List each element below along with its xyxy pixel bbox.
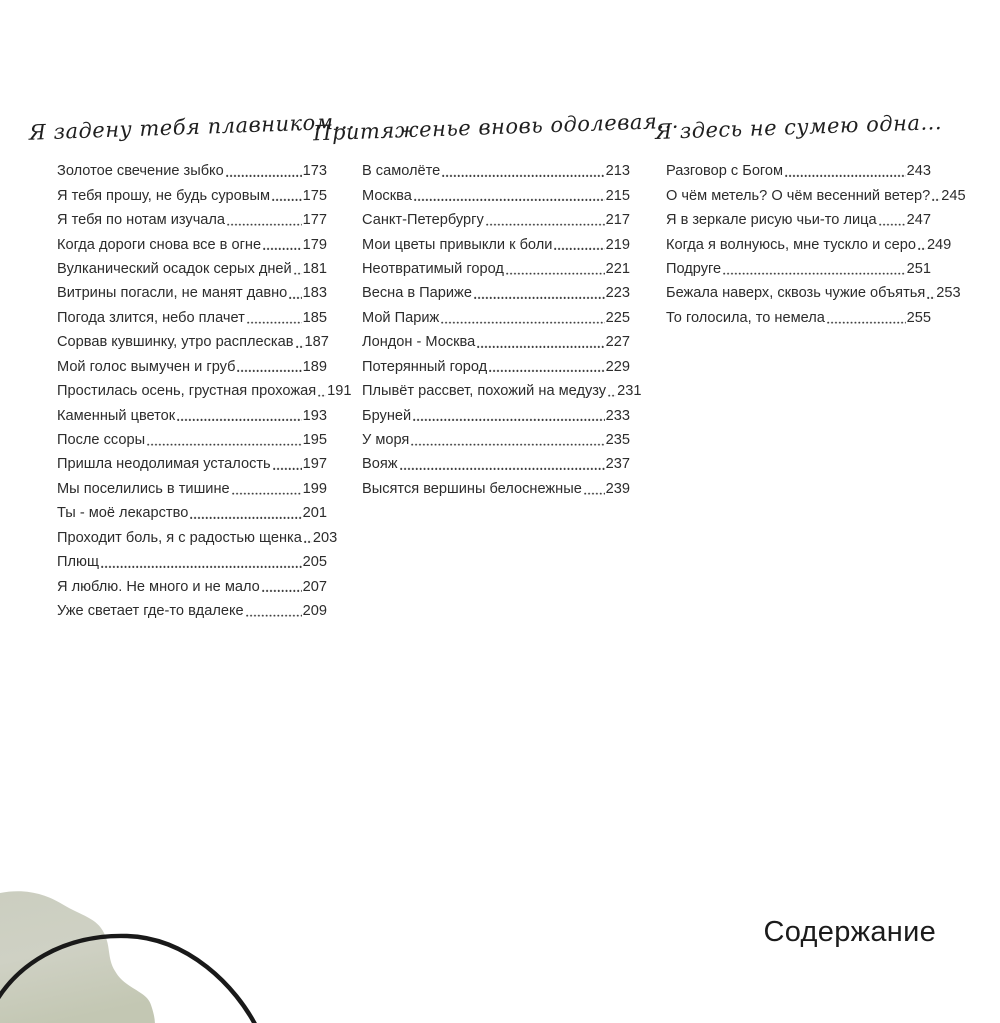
- toc-page-number: 255: [906, 309, 931, 326]
- toc-entry-title: Я люблю. Не много и не мало: [57, 578, 260, 595]
- toc-entry-title: Вояж: [362, 456, 398, 473]
- toc-entry-title: О чём метель? О чём весенний ветер?: [666, 187, 931, 204]
- toc-entry-title: Пришла неодолимая усталость: [57, 456, 271, 473]
- toc-entry-title: Погода злится, небо плачет: [57, 309, 245, 326]
- toc-leader-dots: [226, 174, 302, 177]
- toc-entry-title: Весна в Париже: [362, 285, 472, 302]
- toc-page-number: 239: [605, 480, 630, 497]
- toc-leader-dots: [785, 174, 906, 177]
- toc-row: [362, 306, 630, 330]
- toc-row: [666, 281, 961, 305]
- toc-page-number: 253: [936, 285, 961, 302]
- toc-page-number: 247: [906, 212, 931, 229]
- toc-page-number: 249: [926, 236, 952, 253]
- toc-leader-dots: [411, 443, 604, 446]
- toc-leader-dots: [294, 272, 302, 275]
- toc-entry-title: Потерянный город: [362, 358, 488, 375]
- toc-row: [57, 159, 327, 183]
- toc-entry-title: Лондон - Москва: [362, 334, 476, 351]
- toc-leader-dots: [101, 565, 302, 568]
- toc-row: [57, 355, 327, 379]
- toc-entry-title: Мой Париж: [362, 309, 440, 326]
- toc-leader-dots: [927, 297, 935, 300]
- toc-leader-dots: [879, 223, 906, 226]
- toc-leader-dots: [232, 492, 302, 495]
- toc-entry-title: Бежала наверх, сквозь чужие объятья: [666, 285, 926, 302]
- toc-row: [362, 452, 630, 476]
- toc-page-number: 245: [941, 187, 966, 204]
- toc-entry-title: То голосила, то немела: [666, 309, 825, 326]
- toc-leader-dots: [608, 394, 616, 397]
- ink-arc-line: [0, 936, 257, 1023]
- toc-row: [57, 281, 327, 305]
- toc-entry-title: Бруней: [362, 407, 412, 424]
- toc-entry-title: Санкт-Петербургу: [362, 212, 484, 229]
- toc-leader-dots: [400, 468, 605, 471]
- toc-page-number: 195: [302, 432, 327, 449]
- toc-page-number: 251: [906, 260, 931, 277]
- toc-page-number: 243: [906, 163, 931, 180]
- toc-page-number: 201: [302, 505, 327, 522]
- toc-page-number: 225: [605, 309, 630, 326]
- toc-page-number: 191: [327, 383, 352, 400]
- page-title: Содержание: [763, 916, 936, 948]
- toc-entry-title: Плывёт рассвет, похожий на медузу: [362, 383, 607, 400]
- toc-leader-dots: [296, 345, 304, 348]
- toc-row: [57, 526, 338, 550]
- toc-page-number: 179: [302, 236, 327, 253]
- toc-leader-dots: [474, 297, 605, 300]
- toc-page-number: 235: [605, 432, 630, 449]
- toc-entry-title: Ты - моё лекарство: [57, 505, 189, 522]
- toc-page-number: 193: [302, 407, 327, 424]
- toc-leader-dots: [289, 297, 301, 300]
- toc-leader-dots: [262, 590, 302, 593]
- toc-row: [362, 159, 630, 183]
- toc-row: [57, 550, 327, 574]
- toc-page-number: 187: [304, 334, 329, 351]
- toc-row: [57, 403, 327, 427]
- toc-leader-dots: [489, 370, 605, 373]
- toc-entry-title: У моря: [362, 432, 410, 449]
- toc-entry-title: Я тебя прошу, не будь суровым: [57, 187, 271, 204]
- toc-leader-dots: [723, 272, 905, 275]
- toc-row: [666, 306, 931, 330]
- toc-entry-title: Мой голос вымучен и груб: [57, 358, 236, 375]
- toc-row: [57, 501, 327, 525]
- toc-page-number: 223: [605, 285, 630, 302]
- toc-entry-title: Когда дороги снова все в огне: [57, 236, 262, 253]
- toc-page-number: 237: [605, 456, 630, 473]
- toc-row: [57, 599, 327, 623]
- toc-leader-dots: [918, 248, 926, 251]
- toc-leader-dots: [932, 199, 940, 202]
- toc-page-number: 221: [605, 260, 630, 277]
- toc-page-number: 203: [312, 529, 338, 546]
- toc-entry-title: Мои цветы привыкли к боли: [362, 236, 553, 253]
- toc-section-3: [654, 95, 966, 330]
- toc-row: [57, 477, 327, 501]
- toc-row: [362, 428, 630, 452]
- toc-row: [666, 257, 931, 281]
- toc-leader-dots: [147, 443, 302, 446]
- toc-entry-title: Золотое свечение зыбко: [57, 163, 224, 180]
- toc-page-number: 215: [605, 187, 630, 204]
- toc-entry-title: После ссоры: [57, 432, 146, 449]
- toc-entry-title: Сорвав кувшинку, утро расплескав: [57, 334, 294, 351]
- toc-page-number: 231: [617, 383, 642, 400]
- toc-leader-dots: [554, 248, 604, 251]
- toc-entry-title: Высятся вершины белоснежные: [362, 480, 582, 497]
- toc-leader-dots: [442, 174, 604, 177]
- toc-page-number: 177: [302, 212, 327, 229]
- toc-page-number: 205: [302, 554, 327, 571]
- toc-row: [57, 452, 327, 476]
- toc-entry-title: Москва: [362, 187, 412, 204]
- toc-leader-dots: [318, 394, 326, 397]
- toc-page-number: 173: [302, 163, 327, 180]
- toc-page-number: 229: [605, 358, 630, 375]
- toc-row: [362, 257, 630, 281]
- toc-row: [666, 208, 931, 232]
- toc-row: [57, 208, 327, 232]
- toc-leader-dots: [237, 370, 301, 373]
- toc-leader-dots: [477, 345, 604, 348]
- toc-leader-dots: [246, 614, 302, 617]
- toc-row: [57, 232, 327, 256]
- toc-page-number: 197: [302, 456, 327, 473]
- section-header-script: Я задену тебя плавником...: [28, 109, 356, 145]
- toc-entry-title: Я тебя по нотам изучала: [57, 212, 226, 229]
- toc-row: [57, 306, 327, 330]
- toc-row: [57, 183, 327, 207]
- toc-page-number: 217: [605, 212, 630, 229]
- watercolor-blob-shape: [0, 891, 155, 1023]
- toc-row: [57, 330, 327, 354]
- toc-leader-dots: [413, 419, 604, 422]
- toc-page-number: 175: [302, 187, 327, 204]
- toc-entry-title: Простилась осень, грустная прохожая: [57, 383, 317, 400]
- toc-page-number: 183: [302, 285, 327, 302]
- toc-entry-title: Мы поселились в тишине: [57, 480, 230, 497]
- toc-row: [362, 355, 630, 379]
- toc-page-number: 207: [302, 578, 327, 595]
- toc-page-number: 199: [302, 480, 327, 497]
- toc-rows: [57, 159, 352, 623]
- section-header-script: Я здесь не сумею одна...: [654, 110, 943, 144]
- toc-entry-title: В самолёте: [362, 163, 441, 180]
- toc-row: [57, 257, 327, 281]
- toc-page-number: 213: [605, 163, 630, 180]
- toc-entry-title: Вулканический осадок серых дней: [57, 260, 292, 277]
- toc-row: [57, 574, 327, 598]
- toc-leader-dots: [273, 468, 302, 471]
- toc-page-number: 189: [302, 358, 327, 375]
- toc-leader-dots: [827, 321, 906, 324]
- toc-page-number: 181: [302, 260, 328, 277]
- toc-row: [362, 208, 630, 232]
- toc-leader-dots: [441, 321, 604, 324]
- toc-entry-title: Уже светает где-то вдалеке: [57, 603, 244, 620]
- toc-section-1: [28, 95, 356, 623]
- toc-page-number: 233: [605, 407, 630, 424]
- toc-row: [57, 428, 327, 452]
- toc-row: [362, 403, 630, 427]
- toc-entry-title: Плющ: [57, 554, 99, 571]
- toc-leader-dots: [272, 199, 302, 202]
- toc-page-number: 227: [605, 334, 630, 351]
- toc-rows: [362, 159, 642, 501]
- toc-row: [666, 183, 966, 207]
- toc-row: [362, 232, 630, 256]
- toc-row: [362, 330, 630, 354]
- toc-page-number: 185: [302, 309, 327, 326]
- toc-entry-title: Проходит боль, я с радостью щенка: [57, 529, 302, 546]
- toc-row: [666, 232, 952, 256]
- toc-rows: [666, 159, 966, 330]
- toc-row: [362, 379, 642, 403]
- toc-entry-title: Когда я волнуюсь, мне тускло и серо: [666, 236, 916, 253]
- toc-row: [57, 379, 352, 403]
- toc-page-number: 209: [302, 603, 327, 620]
- toc-leader-dots: [584, 492, 605, 495]
- toc-row: [362, 281, 630, 305]
- toc-entry-title: Витрины погасли, не манят давно: [57, 285, 288, 302]
- toc-leader-dots: [414, 199, 605, 202]
- section-header-script: Притяженье вновь одолевая...: [312, 108, 680, 146]
- toc-entry-title: Разговор с Богом: [666, 163, 784, 180]
- toc-leader-dots: [304, 541, 312, 544]
- toc-leader-dots: [263, 248, 302, 251]
- toc-page-number: 219: [605, 236, 630, 253]
- toc-leader-dots: [227, 223, 302, 226]
- toc-leader-dots: [247, 321, 302, 324]
- toc-leader-dots: [486, 223, 605, 226]
- toc-entry-title: Подруге: [666, 260, 722, 277]
- toc-row: [362, 183, 630, 207]
- toc-leader-dots: [506, 272, 605, 275]
- toc-row: [666, 159, 931, 183]
- toc-row: [362, 477, 630, 501]
- toc-entry-title: Я в зеркале рисую чьи-то лица: [666, 212, 877, 229]
- toc-entry-title: Каменный цветок: [57, 407, 176, 424]
- toc-entry-title: Неотвратимый город: [362, 260, 504, 277]
- toc-leader-dots: [177, 419, 301, 422]
- toc-leader-dots: [190, 517, 301, 520]
